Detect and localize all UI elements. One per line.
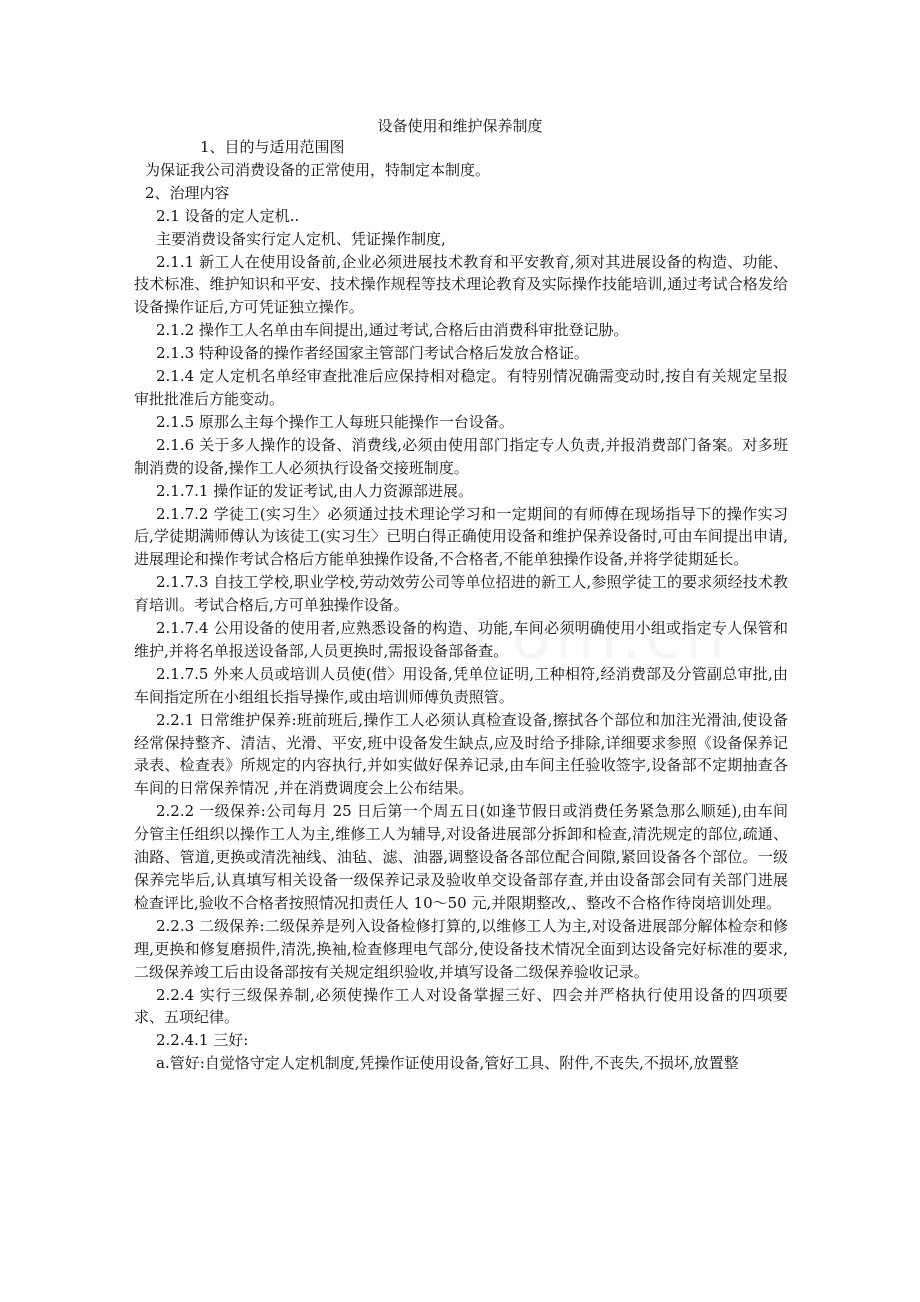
paragraph: 2.1.1 新工人在使用设备前,企业必须进展技术教育和平安教育,须对其进展设备的构造、功能、技术标准、维护知识和平安、技术操作规程等技术理论教育及实际操作技能培训,通过考试合格发给设备操作证后,方可凭证独立操作。: [134, 252, 788, 317]
paragraph: 2.2.1 日常维护保养:班前班后,操作工人必须认真检查设备,擦拭各个部位和加注光滑油,使设备经常保持整齐、清洁、光滑、平安,班中设备发生缺点,应及时给予排除,详细要求参照《设备保养记录表、检查表》所规定的内容执行,并如实做好保养记录,由车间主任验收签字,设备部不定期抽查各车间的日常保养情况 ,并在消费调度会上公布结果。: [134, 710, 788, 798]
paragraph: 2.1.7.5 外来人员或培训人员使(借〉用设备,凭单位证明,工种相符,经消费部及分管副总审批,由车间指定所在小组组长指导操作,或由培训师傅负责照管。: [134, 664, 788, 706]
paragraph: 2、治理内容: [145, 183, 230, 202]
paragraph: 2.2.2 一级保养:公司每月 25 日后第一个周五日(如逢节假日或消费任务紧急那么顺延),由车间分管主任组织以操作工人为主,维修工人为辅导,对设备进展部分拆卸和检查,清洗规定的部位,疏通、油路、管道,更换或清洗袖线、油毡、滤、油器,调整设备各部位配合间隙,紧回设备各个部位。一级保养完毕后,认真填写相关设备一级保养记录及验收单交设备部存查,并由设备部会同有关部门进展检查评比,验收不合格者按照情况扣责任人 10～50 元,并限期整改,、整改不合格作待岗培训处理。: [134, 802, 788, 912]
paragraph: 2.1.4 定人定机名单经审查批准后应保持相对稳定。有特别情况确需变动时,按自有关规定呈报审批批准后方能变动。: [134, 367, 788, 408]
paragraph: 为保证我公司消费设备的正常使用，特制定本制度。: [145, 160, 491, 179]
paragraph: a.管好:自觉恪守定人定机制度,凭操作证使用设备,管好工具、附件,不丧失,不损坏,放置整: [156, 1054, 739, 1073]
paragraph: 1、目的与适用范围图: [200, 138, 345, 156]
paragraph: 2.1.7.2 学徒工(实习生〉必须通过技术理论学习和一定期间的有师傅在现场指导下的操作实习后,学徒期满师傅认为该徒工(实习生〉已明白得正确使用设备和维护保养设备时,可由车间提出申请,进展理论和操作考试合格后方能单独操作设备,不合格者,不能单独操作设备,并将学徒期延长。: [134, 504, 788, 569]
paragraph: 2.1.7.4 公用设备的使用者,应熟悉设备的构造、功能,车间必须明确使用小组或指定专人保管和维护,并将名单报送设备部,人员更换时,需报设备部备查。: [134, 619, 788, 660]
document-title: 设备使用和维护保养制度: [377, 117, 543, 135]
document-body: [134, 136, 788, 1075]
paragraph: 2.1.2 操作工人名单由车间提出,通过考试,合格后由消费科审批登记胁。: [156, 321, 629, 340]
paragraph: 2.2.3 二级保养:二级保养是列入设备检修打算的,以维修工人为主,对设备进展部分解体检奈和修理,更换和修复磨损件,清洗,换袖,检查修理电气部分,使设备技术情况全面到达设备完好标准的要求,二级保养竣工后由设备部按有关规定组织验收,并填写设备二级保养验收记录。: [134, 916, 788, 981]
paragraph: 2.1.7.3 自技工学校,职业学校,劳动效劳公司等单位招进的新工人,参照学徒工的要求须经技术教育培训。考试合格后,方可单独操作设备。: [134, 573, 788, 615]
paragraph: 2.2.4.1 三好:: [156, 1031, 249, 1050]
paragraph: 2.2.4 实行三级保养制,必须使操作工人对设备掌握三好、四会并严格执行使用设备的四项要求、五项纪律。: [134, 985, 788, 1027]
paragraph: 2.1.7.1 操作证的发证考试,由人力资源部进展。: [156, 481, 474, 500]
paragraph: 2.1.5 原那么主每个操作工人每班只能操作一台设备。: [156, 412, 514, 431]
paragraph: 2.1 设备的定人定机..: [156, 206, 300, 225]
paragraph: 主要消费设备实行定人定机、凭证操作制度,: [156, 229, 446, 248]
paragraph: 2.1.6 关于多人操作的设备、消费线,必须由使用部门指定专人负责,并报消费部门备案。对多班制消费的设备,操作工人必须执行设备交接班制度。: [134, 435, 788, 477]
paragraph: 2.1.3 特种设备的操作者经国家主管部门考试合格后发放合格证。: [156, 344, 589, 363]
